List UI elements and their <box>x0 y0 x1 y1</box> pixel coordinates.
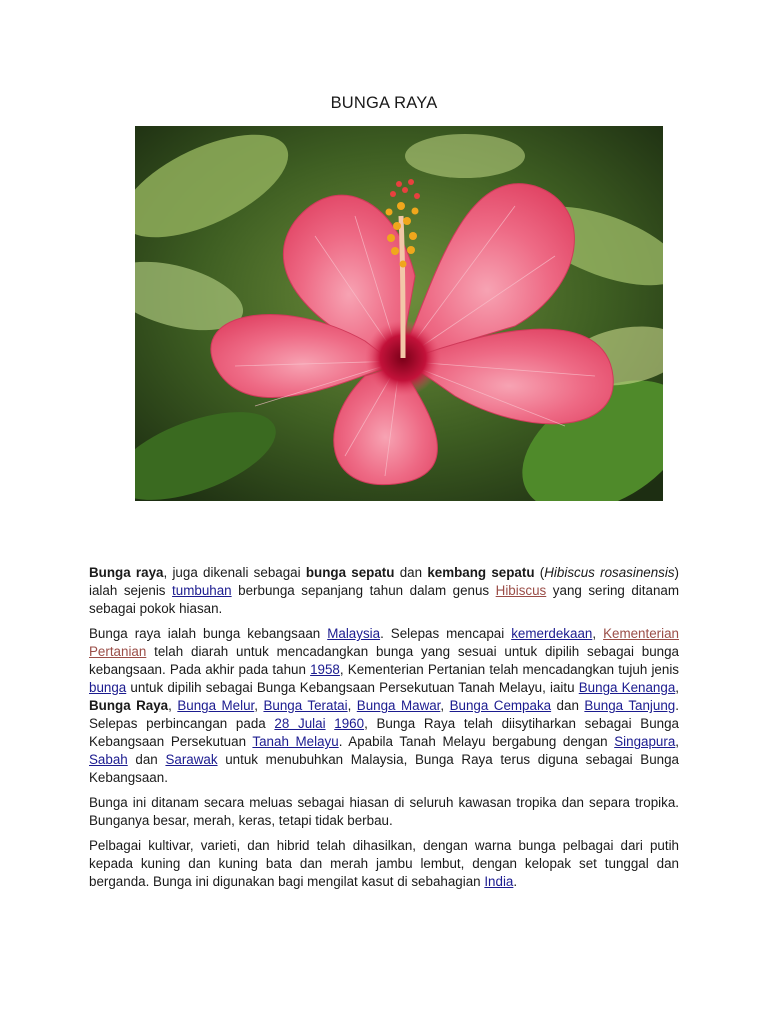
link-1958[interactable]: 1958 <box>310 662 340 677</box>
link-bunga-melur[interactable]: Bunga Melur <box>177 698 255 713</box>
bold-term: bunga sepatu <box>305 565 395 580</box>
link-malaysia[interactable]: Malaysia <box>327 626 381 641</box>
text-span: berbunga sepanjang tahun dalam genus <box>231 583 496 598</box>
text-span: . Apabila Tanah Melayu bergabung dengan <box>338 734 615 749</box>
link-bunga-kenanga[interactable]: Bunga Kenanga <box>578 680 676 695</box>
text-span: yang sering ditanam sebagai pokok hiasan. <box>89 583 680 616</box>
link-hibiscus[interactable]: Hibiscus <box>495 583 547 598</box>
text-span: . <box>513 874 518 889</box>
text-span: , <box>347 698 357 713</box>
text-span: Bunga raya ialah bunga kebangsaan <box>89 626 328 641</box>
text-span: . Selepas mencapai <box>380 626 512 641</box>
link-india[interactable]: India <box>484 874 514 889</box>
text-span: ( <box>534 565 545 580</box>
text-span: dan <box>127 752 166 767</box>
bold-term: Bunga Raya <box>89 698 169 713</box>
text-span <box>326 716 335 731</box>
text-span: Pelbagai kultivar, varieti, dan hibrid telah dihasilkan, dengan warna bunga pelbagai dari putih kepada kuning dan kuning bata dan merah jambu lembut, dengan kelopak set tunggal dan berganda. Bunga ini digunakan bagi mengilat kasut di sebahagian <box>89 838 679 889</box>
page-title: BUNGA RAYA <box>330 94 438 112</box>
paragraph-4 <box>89 837 679 891</box>
text-span: dan <box>551 698 585 713</box>
link-tumbuhan[interactable]: tumbuhan <box>172 583 232 598</box>
link-bunga-tanjung[interactable]: Bunga Tanjung <box>584 698 676 713</box>
text-span: , Kementerian Pertanian telah mencadangkan tujuh jenis <box>339 662 679 677</box>
text-span: . Selepas perbincangan pada <box>89 698 679 731</box>
link-1960[interactable]: 1960 <box>334 716 365 731</box>
text-span: Bunga ini ditanam secara meluas sebagai hiasan di seluruh kawasan tropika dan separa tropika. Bunganya besar, merah, keras, tetapi tidak berbau. <box>89 795 679 828</box>
paragraph-3 <box>89 794 679 830</box>
hibiscus-photo <box>135 126 663 501</box>
link-tanah-melayu[interactable]: Tanah Melayu <box>252 734 339 749</box>
text-span: ) ialah sejenis <box>89 565 680 598</box>
text-span: , <box>254 698 264 713</box>
text-span: , <box>675 680 679 695</box>
text-span: dan <box>394 565 428 580</box>
link-singapura[interactable]: Singapura <box>614 734 676 749</box>
bold-term: kembang sepatu <box>427 565 535 580</box>
hibiscus-illustration <box>135 126 663 501</box>
text-span: , <box>675 734 680 749</box>
link-sabah[interactable]: Sabah <box>89 752 128 767</box>
paragraph-1 <box>89 564 679 618</box>
text-span: , juga dikenali sebagai <box>163 565 306 580</box>
link-bunga-teratai[interactable]: Bunga Teratai <box>263 698 348 713</box>
scientific-name: Hibiscus rosasinensis <box>544 565 675 580</box>
text-span: , Bunga Raya telah diisytiharkan sebagai Bunga Kebangsaan Persekutuan <box>89 716 680 749</box>
link-28-julai[interactable]: 28 Julai <box>274 716 326 731</box>
text-span: , <box>440 698 450 713</box>
paragraph-2 <box>89 625 679 787</box>
text-span: untuk dipilih sebagai Bunga Kebangsaan Persekutuan Tanah Melayu, iaitu <box>126 680 579 695</box>
link-bunga[interactable]: bunga <box>89 680 127 695</box>
text-span: , <box>168 698 178 713</box>
article-body <box>89 564 679 898</box>
link-kemerdekaan[interactable]: kemerdekaan <box>511 626 593 641</box>
text-span: untuk menubuhkan Malaysia, Bunga Raya terus diguna sebagai Bunga Kebangsaan. <box>89 752 679 785</box>
link-bunga-cempaka[interactable]: Bunga Cempaka <box>449 698 552 713</box>
text-span: telah diarah untuk mencadangkan bunga yang sesuai untuk dipilih sebagai bunga kebangsaan. Pada akhir pada tahun <box>89 644 679 677</box>
text-span: , <box>592 626 604 641</box>
link-kementerian-pertanian[interactable]: Kementerian Pertanian <box>89 626 679 659</box>
link-sarawak[interactable]: Sarawak <box>165 752 218 767</box>
bold-term: Bunga raya <box>89 565 164 580</box>
link-bunga-mawar[interactable]: Bunga Mawar <box>356 698 441 713</box>
